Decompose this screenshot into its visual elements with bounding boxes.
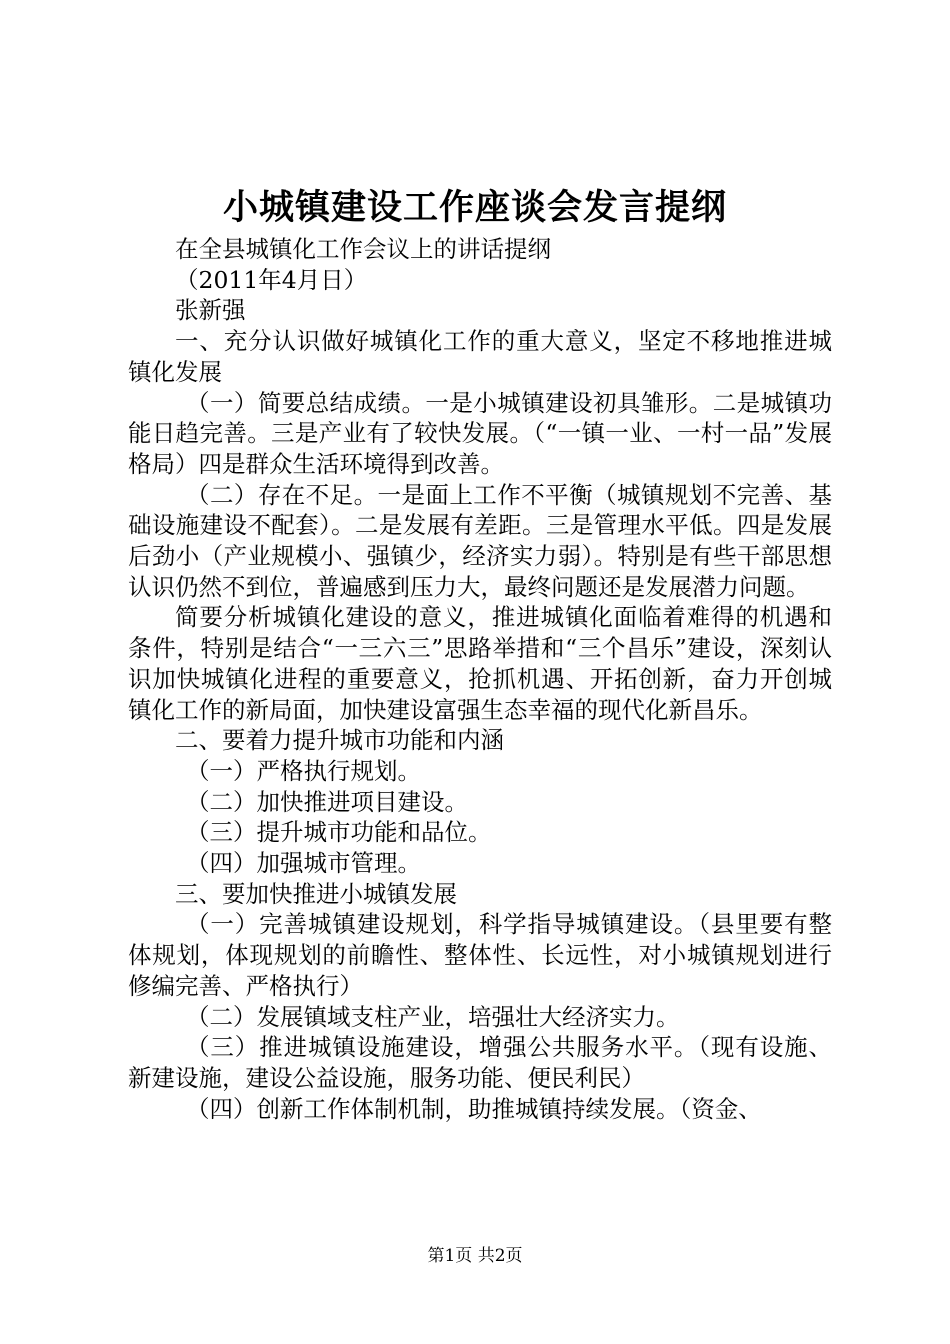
paragraph-2-2: （二）加快推进项目建设。	[186, 787, 468, 816]
section-heading-1: 一、充分认识做好城镇化工作的重大意义，坚定不移地推进城镇化发展	[128, 327, 832, 386]
paragraph-1-1: （一）简要总结成绩。一是小城镇建设初具雏形。二是城镇功能日趋完善。三是产业有了较快发展。（“一镇一业、一村一品”发展格局）四是群众生活环境得到改善。	[128, 388, 832, 478]
section-heading-3: 三、要加快推进小城镇发展	[175, 879, 457, 908]
paragraph-2-1: （一）严格执行规划。	[186, 756, 421, 785]
paragraph-1-2: （二）存在不足。一是面上工作不平衡（城镇规划不完善、基础设施建设不配套）。二是发展有差距。三是管理水平低。四是发展后劲小（产业规模小、强镇少，经济实力弱）。特别是有些干部思想认识仍然不到位，普遍感到压力大，最终问题还是发展潜力问题。	[128, 480, 832, 601]
paragraph-date: （2011年4月日）	[175, 265, 368, 294]
paragraph-3-2: （二）发展镇域支柱产业，培强壮大经济实力。	[186, 1002, 680, 1031]
paragraph-speech-subtitle: 在全县城镇化工作会议上的讲话提纲	[175, 235, 551, 263]
paragraph-3-1: （一）完善城镇建设规划，科学指导城镇建设。（县里要有整体规划，体现规划的前瞻性、整体性、长远性，对小城镇规划进行修编完善、严格执行）	[128, 910, 832, 1000]
paragraph-2-4: （四）加强城市管理。	[186, 849, 421, 878]
paragraph-1-summary: 简要分析城镇化建设的意义，推进城镇化面临着难得的机遇和条件，特别是结合“一三六三”思路举措和“三个昌乐”建设，深刻认识加快城镇化进程的重要意义，抢抓机遇、开拓创新，奋力开创城镇化工作的新局面，加快建设富强生态幸福的现代化新昌乐。	[128, 603, 832, 724]
paragraph-author: 张新强	[175, 296, 246, 325]
document-title: 小城镇建设工作座谈会发言提纲	[222, 187, 727, 228]
paragraph-3-4: （四）创新工作体制机制，助推城镇持续发展。（资金、	[186, 1094, 762, 1123]
section-heading-2: 二、要着力提升城市功能和内涵	[175, 726, 504, 755]
document-body	[128, 234, 832, 1124]
paragraph-2-3: （三）提升城市功能和品位。	[186, 818, 492, 847]
page-footer: 第1页 共2页	[427, 1246, 523, 1266]
paragraph-3-3: （三）推进城镇设施建设，增强公共服务水平。（现有设施、新建设施，建设公益设施，服务功能、便民利民）	[128, 1033, 832, 1092]
